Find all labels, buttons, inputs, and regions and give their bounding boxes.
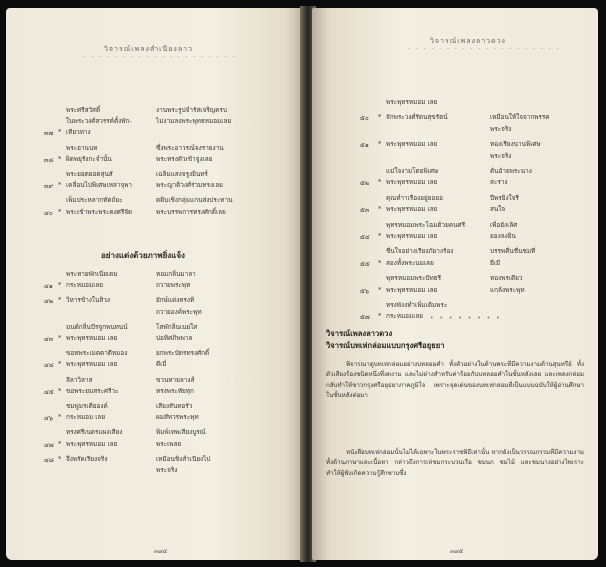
entry-star-icon: * bbox=[378, 285, 382, 294]
entry-number: ๕๓ bbox=[360, 206, 370, 215]
entry-verse-second: ทรงพระทัยทุก bbox=[156, 386, 194, 395]
entry-verse-second: ถวายพระพุท bbox=[156, 281, 191, 290]
entry-verse-second: เสียงสันทอรัว bbox=[156, 402, 193, 410]
entry-verse-second: เหมือนให้ใจจากพรรค bbox=[490, 113, 550, 122]
entry-verse-second: เพื่อยังเลิศ bbox=[490, 220, 518, 229]
entry-number: ๔๑ bbox=[44, 282, 53, 291]
entry-verse-second: บรรพคื่นชื่นชมที่ bbox=[490, 247, 536, 256]
right-page-number: ๓๗๕ bbox=[450, 548, 464, 555]
entry-verse-first: พุทรหมอมพระปัทธรี bbox=[386, 274, 442, 283]
entry-verse-first: ชมพู่มรเดียองค์ bbox=[66, 402, 108, 410]
entry-verse-second: เฉลิมแสงจรูงยินทร์ bbox=[156, 170, 208, 178]
entry-verse-second: พระจริง bbox=[490, 124, 512, 133]
entry-star-icon: * bbox=[58, 334, 62, 342]
right-page bbox=[312, 8, 598, 560]
entry-verse-second: บ่อทิศภิพพาล bbox=[156, 334, 193, 342]
entry-verse-second: สนใจ bbox=[490, 205, 506, 214]
entry-verse-second: ยกพระบัตรทรงศักดิ์ bbox=[156, 349, 210, 358]
entry-verse-second: แกล้งพระพุท bbox=[490, 285, 525, 294]
entry-verse-first: จักพระวงศ์รัตนสุขรัตน์ bbox=[386, 113, 448, 122]
entry-verse-second: ยักษ์แต่งทรงทิ bbox=[156, 296, 195, 305]
entry-number: ๕๖ bbox=[360, 286, 369, 295]
entry-number: ๕๗ bbox=[360, 313, 370, 322]
entry-verse-first: เทียวทาง bbox=[66, 128, 91, 137]
entry-verse-second: หอมกลิ่นมาลา bbox=[156, 270, 196, 278]
right-header-dots: · · · · · · · · · · · · · · · · · · · · bbox=[408, 46, 561, 53]
entry-number: ๔๕ bbox=[44, 387, 54, 396]
entry-verse-first: พระพุทรหมอม เลย bbox=[66, 360, 118, 369]
entry-verse-second: ปีพรยิงใจรี bbox=[490, 193, 519, 202]
entry-verse-second: สะราง bbox=[490, 178, 508, 187]
entry-verse-second: พระทรงตัวเข้าจูงเลย bbox=[156, 154, 213, 163]
entry-verse-first: ลีลาวิลาส bbox=[66, 375, 93, 384]
entry-number: ๔๐ bbox=[44, 208, 53, 217]
entry-verse-first: พระพุทรหมอม เลย bbox=[386, 232, 438, 240]
entry-verse-first: เคลื่อนไปพิเศษเหล่าจุพา bbox=[66, 181, 132, 190]
entry-star-icon: * bbox=[378, 258, 382, 267]
entry-number: ๓๗ bbox=[44, 129, 54, 138]
entry-number: ๕๑ bbox=[360, 141, 369, 150]
entry-verse-second: ต้นอ้ายพระนาง bbox=[490, 167, 532, 175]
entry-verse-first: พระหายพักเนี่ยเดม bbox=[66, 270, 118, 278]
entry-star-icon: * bbox=[378, 113, 382, 122]
entry-verse-first: เพ็มประหลากหัตถ์ยะ bbox=[66, 196, 123, 205]
entry-verse-second: ทองเรียงนานพิเศษ bbox=[490, 140, 541, 149]
entry-verse-first: ทรงศรีเนตรแผงเสียง bbox=[66, 428, 123, 437]
left-page bbox=[6, 8, 304, 560]
entry-star-icon: * bbox=[378, 205, 382, 214]
entry-star-icon: * bbox=[378, 140, 382, 149]
entry-verse-first: พระพุทรหมอม เลย bbox=[386, 205, 438, 214]
entry-star-icon: * bbox=[58, 154, 62, 163]
entry-verse-first: พระพุทรหมอม เลย bbox=[66, 439, 118, 448]
entry-verse-first: กระหมอมเลย bbox=[66, 281, 104, 290]
entry-verse-second: งานพระรูปจำรัสเจริญครบ bbox=[156, 106, 227, 114]
entry-verse-second: ทองพรเดียว bbox=[490, 274, 523, 283]
entry-star-icon: * bbox=[58, 439, 62, 448]
entry-number: ๕๔ bbox=[360, 233, 370, 241]
entry-verse-first: ในพระวงศ์สวรรค์ตั้งพัก- bbox=[66, 117, 132, 126]
entry-number: ๔๓ bbox=[44, 335, 54, 343]
entry-verse-first: วิหารข้างในสิวง bbox=[66, 296, 110, 305]
entry-number: ๕๕ bbox=[360, 259, 370, 268]
entry-verse-first: พระอานนท bbox=[66, 143, 98, 152]
entry-verse-second: พิมพ์เทพเสียงบูรณ์ bbox=[156, 428, 206, 437]
entry-verse-first: พระพุทรหมอม เลย bbox=[66, 334, 118, 342]
left-running-header: วิจารณ์เพลงสำเนียงลาว bbox=[104, 45, 193, 53]
entry-star-icon: * bbox=[378, 232, 382, 240]
section-title-1: วิจารณ์เพลงลาวดวง bbox=[326, 329, 393, 338]
entry-star-icon: * bbox=[58, 181, 62, 190]
entry-verse-second: ดีเมื่ bbox=[156, 360, 167, 369]
entry-star-icon: * bbox=[58, 296, 62, 305]
entry-verse-first: ขอทพระเมตตาดีหมอง bbox=[66, 349, 128, 358]
entry-verse-first: แม่ใจงามโดยพิเศษ bbox=[386, 167, 439, 175]
entry-star-icon: * bbox=[378, 178, 382, 187]
entry-star-icon: * bbox=[378, 312, 382, 321]
entry-number: ๓๙ bbox=[44, 182, 54, 191]
entry-verse-second: พระจริง bbox=[490, 151, 512, 160]
entry-number: ๔๘ bbox=[44, 455, 54, 464]
entry-number: ๕๐ bbox=[360, 114, 369, 123]
entry-verse-first: ชื่นใจอย่างเรียงภัยางร้อง bbox=[386, 247, 454, 256]
section-title-2: วิจารณ์บทเห่กล่อมแบบกรุงศรีอยุธยา bbox=[326, 341, 445, 350]
entry-star-icon: * bbox=[58, 360, 62, 369]
left-header-dots: · · · · · · · · · · · · · · · · · · · · bbox=[84, 54, 237, 61]
entry-verse-second: ไม่งามลงพระพุทธหมอมเลย bbox=[156, 117, 232, 126]
entry-verse-first: พระพุทรหมอม เลย bbox=[386, 178, 438, 187]
entry-verse-first: มนต์กลิ่นบีรจูกพนทนน์ bbox=[66, 322, 128, 331]
entry-verse-first: คุณทำาเรืองอยู่ยอยอ bbox=[386, 193, 443, 202]
entry-verse-first: ผิดพยุรังกะจำนั้น bbox=[66, 154, 112, 163]
entry-verse-first: กระหมอมเลย bbox=[386, 312, 424, 321]
entry-star-icon: * bbox=[58, 128, 62, 137]
left-subheading: อย่างแต่งด้วยภาพยิ่งแจ้ง bbox=[101, 250, 185, 260]
entry-verse-second: ยองลงยิน bbox=[490, 232, 516, 240]
entry-number: ๔๗ bbox=[44, 440, 54, 449]
entry-star-icon: * bbox=[58, 454, 62, 463]
entry-verse-first: พุทรหมอมพระโฉมด้วยคนศรี bbox=[386, 220, 466, 229]
entry-verse-second: โสฬกลิ่นเนยใส bbox=[156, 322, 198, 331]
entry-verse-second: พระเพลย bbox=[156, 439, 182, 448]
entry-verse-first: พระยอดยอดสุนสั bbox=[66, 170, 113, 178]
entry-verse-second: พระจริง bbox=[156, 466, 178, 474]
paragraph-1: พิจารณาดูบทเห่กล่อมอย่างบทลอยคำ ทั้งตัวอย่างในด้านพระที่มีความงามด้านสุนทรีย์ ทั้งตัวเสียงร้องชนิดหนึ่งที่งดงาม และไม่ต่างสำหรับค่าร้อยกับบทลอยคำในชั้นหลังเลย และเพลงกล่อมกลับทำให้ชาวกรุงศรีอยุธยาภาคภูมิใจ เพราะจุดเด่นของบทเห่กล่อมที่เป็นแบบฉบับให้ผู้อ่านศึกษาในชั้นหลังต่อมา bbox=[326, 361, 584, 400]
entry-verse-second: ตติบเชิงกลุ่มแกนส่งประทาน bbox=[156, 196, 233, 205]
entry-star-icon: * bbox=[58, 207, 62, 216]
right-running-header: วิจารณ์เพลงลาวดวง bbox=[430, 37, 506, 45]
entry-verse-second: ถวายองค์พระพุท bbox=[156, 307, 202, 316]
entry-verse-second: ซึ่งพระอาวรณ์จงรายงาน bbox=[156, 143, 224, 152]
entry-verse-first: พระพุทรหมอม เลย bbox=[386, 140, 438, 149]
entry-verse-second: พระญาติวงศ์ร่วมทรงเลย bbox=[156, 181, 223, 190]
entry-verse-second: ผมสัทวรพระพุท bbox=[156, 413, 199, 422]
entry-verse-first: สองทั้งพระนมเลย bbox=[386, 258, 434, 267]
entry-number: ๔๒ bbox=[44, 297, 54, 306]
entry-verse-first: พระพุทรหมอม เลย bbox=[386, 98, 438, 106]
entry-verse-first: ทรงพังงทำเพิ่มเติมพระ bbox=[386, 301, 448, 309]
entry-verse-first: กระหมอม เลย bbox=[66, 413, 106, 422]
entry-verse-first: พระศรีสวัสดิ์ bbox=[66, 106, 101, 114]
left-page-number: ๓๗๔ bbox=[154, 548, 168, 555]
entry-star-icon: * bbox=[58, 281, 62, 290]
entry-verse-first: จึงพรัดเรียงจริง bbox=[66, 454, 108, 463]
entry-verse-second: ขวนหายลางส์ bbox=[156, 375, 195, 384]
entry-verse-second: ยี่เมื bbox=[490, 258, 501, 267]
entry-star-icon: * bbox=[58, 413, 62, 422]
section-divider-dots: • • • • • • • • bbox=[430, 315, 502, 322]
entry-verse-first: ขอพระยมสระศรีวะ bbox=[66, 386, 119, 395]
entry-verse-second: พระบรรพการทรงศักดิ์เลย bbox=[156, 207, 226, 216]
entry-number: ๔๖ bbox=[44, 414, 53, 423]
entry-number: ๓๘ bbox=[44, 155, 54, 164]
entry-number: ๔๔ bbox=[44, 361, 54, 370]
entry-verse-second: เหมือนชิงสำเนียงไป bbox=[156, 454, 211, 463]
entry-star-icon: * bbox=[58, 386, 62, 395]
paragraph-2: หนังสือบทเห่กล่อมนั้นไม่ได้เฉพาะในพระราชพิธีเท่านั้น หากยังเป็นวรรณกรรมที่มีความงามทั้งด้านภาษาและเนื้อหา กล่าวถึงการเห่ชมกระบวนเรือ ชมนก ชมไม้ และชมนางอย่างไพเราะ ทำให้ผู้ฟังเกิดความรู้สึกซาบซึ้ง bbox=[326, 449, 584, 477]
entry-verse-first: พระเข้าพระพระคงศรีจัด bbox=[66, 207, 133, 216]
entry-number: ๕๒ bbox=[360, 179, 370, 188]
entry-verse-first: พระพุทรหมอม เลย bbox=[386, 285, 438, 294]
